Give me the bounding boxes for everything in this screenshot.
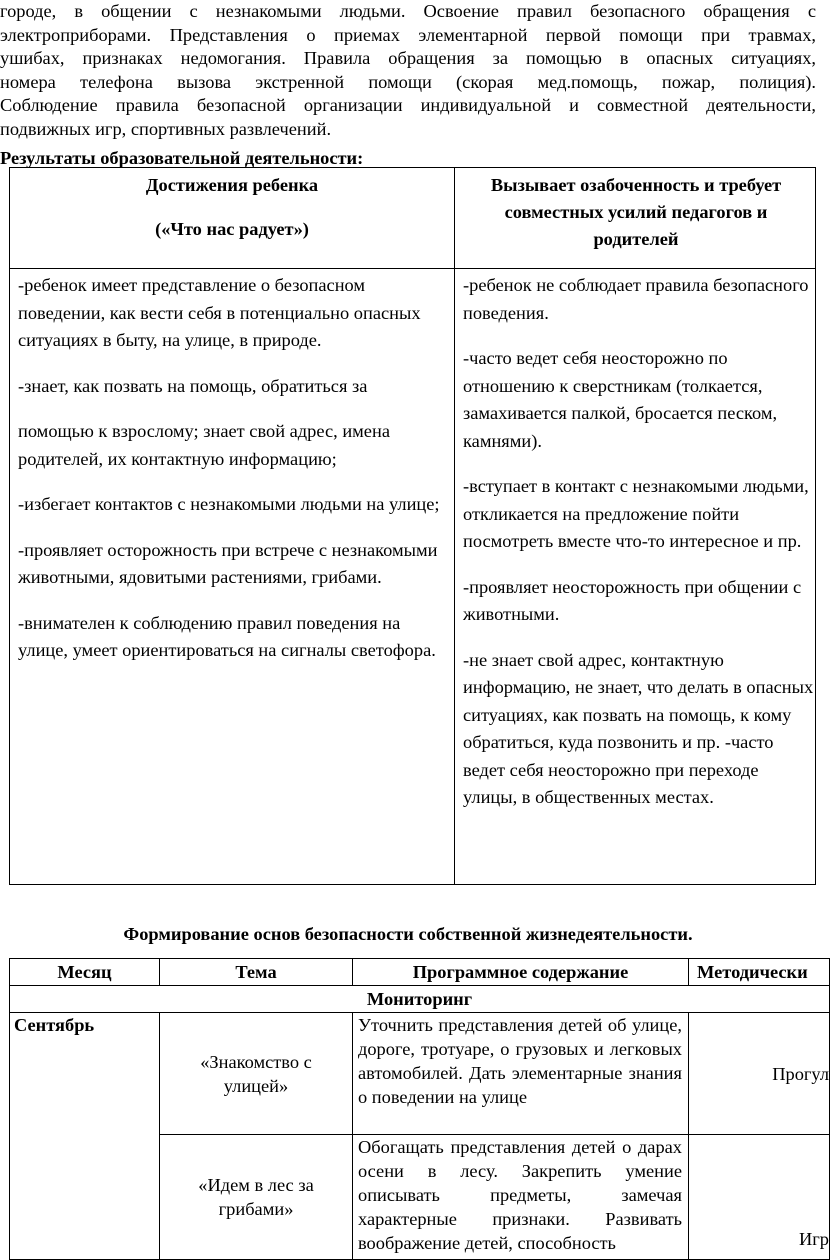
concern-item: -часто ведет себя неосторожно по отношению к сверстникам (толкается, замахивается палкой, бросается песком, камнями). xyxy=(463,348,778,451)
topic-cell: «Знакомство с улицей» xyxy=(160,1013,353,1135)
achievement-item: -избегает контактов с незнакомыми людьми на улице; xyxy=(18,494,440,514)
achievement-item: -проявляет осторожность при встрече с незнакомыми животными, ядовитыми растениями, грибами. xyxy=(18,539,438,587)
achievements-cell xyxy=(18,270,448,665)
topic-cell: «Идем в лес за грибами» xyxy=(160,1135,353,1260)
concern-item: -вступает в контакт с незнакомыми людьми, откликается на предложение пойти посмотреть вместе что-то интересное и пр. xyxy=(463,476,809,551)
concerns-header xyxy=(455,168,817,253)
intro-paragraph xyxy=(0,0,816,141)
achievement-item: -ребенок имеет представление о безопасном поведении, как вести себя в потенциально опасных ситуациях в быту, на улице, в природе. xyxy=(18,275,421,350)
month-cell: Сентябрь xyxy=(10,1013,160,1260)
intro-line: электроприборами. Представления о приемах элементарной первой помощи при травмах, xyxy=(0,24,816,45)
intro-line: Соблюдение правила безопасной организации индивидуальной и совместной деятельности, xyxy=(0,95,816,115)
concern-item: -не знает свой адрес, контактную информацию, не знает, что делать в опасных ситуациях, как позвать на помощь, к кому обратиться, куда позвонить и пр. -часто ведет себя неосторожно при переходе улицы, в общественных местах. xyxy=(463,649,814,807)
plan-header-row xyxy=(10,959,830,986)
content-cell: Обогащать представления детей о дарах осени в лесу. Закрепить умение описывать предметы, замечая характерные признаки. Развивать воображение детей, способность xyxy=(353,1135,689,1260)
monitoring-row xyxy=(10,986,830,1013)
intro-line: подвижных игр, спортивных развлечений. xyxy=(0,118,332,139)
achievements-header xyxy=(10,168,454,243)
plan-table xyxy=(9,958,830,1260)
intro-line: городе, в общении с незнакомыми людьми. Освоение правил безопасного обращения с xyxy=(0,1,816,21)
method-cell: Прогул xyxy=(689,1013,830,1135)
achievement-item: -внимателен к соблюдению правил поведения на улице, умеет ориентироваться на сигналы светофора. xyxy=(18,612,436,660)
achievements-header-title: Достижения ребенка xyxy=(145,175,319,195)
monitoring-label: Мониторинг xyxy=(10,986,830,1013)
results-title: Результаты образовательной деятельности: xyxy=(0,148,364,168)
concern-item: -ребенок не соблюдает правила безопасного поведения. xyxy=(463,275,809,323)
header-month: Месяц xyxy=(10,959,160,986)
achievement-item: -знает, как позвать на помощь, обратиться за xyxy=(18,375,368,396)
results-table xyxy=(9,167,816,885)
intro-line: ушибах, признаках недомогания. Правила обращения за помощью в опасных ситуациях, xyxy=(0,48,816,68)
header-divider xyxy=(10,268,815,269)
header-content: Программное содержание xyxy=(353,959,689,986)
intro-line: номера телефона вызова экстренной помощи (скорая мед.помощь, пожар, полиция). xyxy=(0,71,816,92)
concern-item: -проявляет неосторожность при общении с животными. xyxy=(463,576,802,624)
method-cell: Игр xyxy=(689,1135,830,1260)
table-row xyxy=(10,1013,830,1135)
header-topic: Тема xyxy=(160,959,353,986)
section-title: Формирование основ безопасности собственной жизнедеятельности. xyxy=(123,924,693,944)
header-methods: Методически xyxy=(689,959,830,986)
concerns-header-title: Вызывает озабоченность и требует совместных усилий педагогов и родителей xyxy=(490,175,782,249)
column-divider xyxy=(454,168,455,884)
achievement-item: помощью к взрослому; знает свой адрес, имена родителей, их контактную информацию; xyxy=(18,421,390,469)
achievements-header-subtitle: («Что нас радует») xyxy=(155,219,309,239)
concerns-cell xyxy=(463,270,815,812)
content-cell: Уточнить представления детей об улице, дороге, тротуаре, о грузовых и легковых автомобилей. Дать элементарные знания о поведении на улице xyxy=(353,1013,689,1135)
